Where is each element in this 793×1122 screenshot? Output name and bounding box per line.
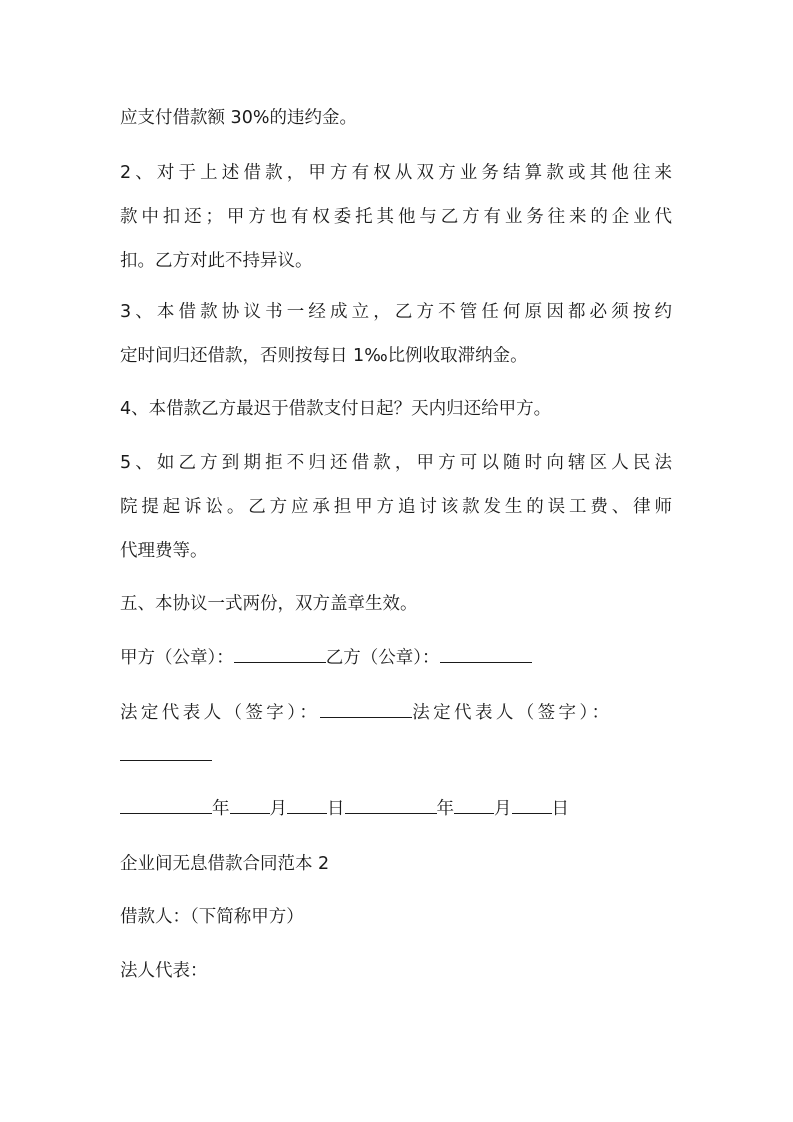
- date-a-day-label: 日: [327, 799, 345, 819]
- clause-2-line-3: 扣。乙方对此不持异议。: [120, 251, 313, 271]
- date-b-year-label: 年: [436, 799, 454, 819]
- date-b-month-label: 月: [494, 799, 512, 819]
- legal-rep-b-blank-row: [120, 744, 212, 767]
- legal-person-line: 法人代表：: [120, 961, 208, 981]
- date-b-year-blank: [345, 797, 437, 814]
- date-a-year-blank: [120, 797, 212, 814]
- clause-5-line-3: 代理费等。: [120, 541, 208, 561]
- clause-continuation: 应支付借款额 30%的违约金。: [120, 108, 357, 128]
- clause-3-line-1: 3、本借款协议书一经成立，乙方不管任何原因都必须按约: [120, 302, 672, 322]
- legal-rep-row: [120, 701, 613, 724]
- date-b-day-label: 日: [551, 799, 569, 819]
- party-a-seal-label: 甲方（公章）：: [120, 648, 234, 668]
- clause-2-line-2: 款中扣还；甲方也有权委托其他与乙方有业务往来的企业代: [120, 207, 672, 227]
- borrower-line: 借款人：（下简称甲方）: [120, 907, 304, 927]
- date-a-month-blank: [230, 797, 270, 814]
- date-b-day-blank: [512, 797, 552, 814]
- clause-4: 4、本借款乙方最迟于借款支付日起？天内归还给甲方。: [120, 399, 552, 419]
- legal-rep-b-blank: [120, 744, 212, 761]
- party-b-seal-label: 乙方（公章）：: [325, 648, 440, 668]
- legal-rep-b-label: 法定代表人（签字）：: [412, 703, 613, 723]
- date-a-day-blank: [287, 797, 327, 814]
- date-b-month-blank: [454, 797, 494, 814]
- date-row: [120, 797, 569, 820]
- clause-5-line-2: 院提起诉讼。乙方应承担甲方追讨该款发生的误工费、律师: [120, 497, 672, 517]
- date-a-month-label: 月: [269, 799, 287, 819]
- contract-title: 企业间无息借款合同范本 2: [120, 854, 330, 874]
- seal-row: [120, 646, 532, 669]
- legal-rep-a-label: 法定代表人（签字）：: [120, 703, 321, 723]
- party-a-seal-blank: [234, 646, 326, 663]
- clause-5-line-1: 5、如乙方到期拒不归还借款，甲方可以随时向辖区人民法: [120, 453, 672, 473]
- legal-rep-a-blank: [320, 701, 412, 718]
- clause-3-line-2: 定时间归还借款，否则按每日 1‰比例收取滞纳金。: [120, 346, 528, 366]
- party-b-seal-blank: [440, 646, 532, 663]
- section-5: 五、本协议一式两份，双方盖章生效。: [120, 594, 418, 614]
- clause-2-line-1: 2、对于上述借款，甲方有权从双方业务结算款或其他往来: [120, 163, 672, 183]
- date-a-year-label: 年: [212, 799, 230, 819]
